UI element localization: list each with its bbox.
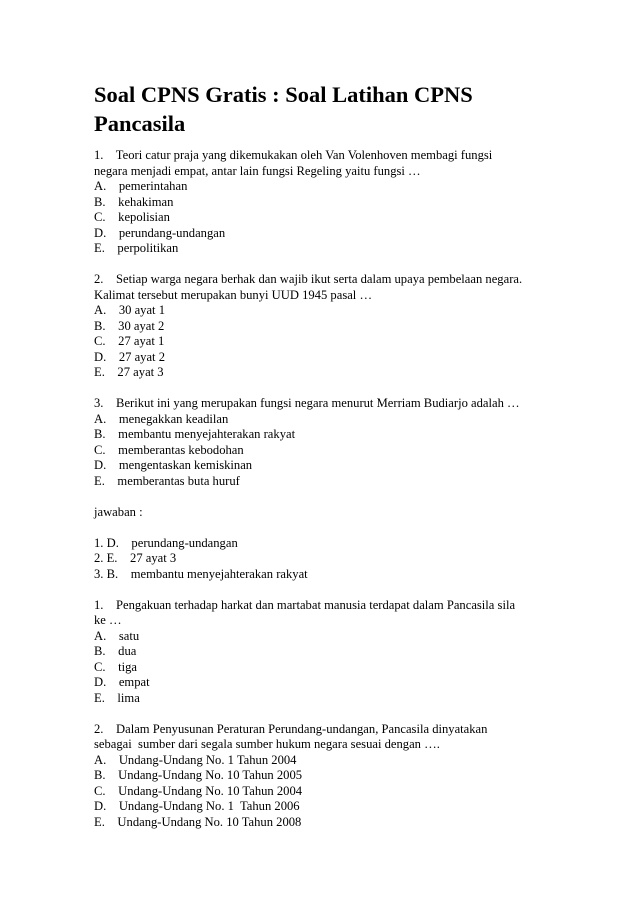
text-line: 1. Pengakuan terhadap harkat dan martabat manusia terdapat dalam Pancasila sila — [94, 597, 516, 612]
text-line: A. 30 ayat 1 — [94, 303, 165, 317]
text-line: A. satu — [94, 628, 140, 643]
title-line-1: Soal CPNS Gratis : Soal Latihan CPNS — [94, 82, 473, 107]
text-line: C. Undang-Undang No. 10 Tahun 2004 — [94, 783, 303, 798]
text-line: C. kepolisian — [94, 210, 170, 224]
text-line: B. dua — [94, 644, 137, 658]
text-line: D. Undang-Undang No. 1 Tahun 2006 — [94, 799, 300, 813]
text-line: E. perpolitikan — [94, 241, 179, 255]
paragraph-gap — [94, 489, 564, 505]
text-line: 2. Setiap warga negara berhak dan wajib ikut serta dalam upaya pembelaan negara. — [94, 272, 523, 286]
text-line: D. 27 ayat 2 — [94, 349, 165, 364]
text-section — [94, 598, 564, 707]
text-section — [94, 722, 564, 831]
paragraph-gap — [94, 257, 564, 273]
paragraph-gap — [94, 706, 564, 722]
text-line: 3. Berikut ini yang merupakan fungsi negara menurut Merriam Budiarjo adalah … — [94, 396, 520, 410]
text-line: A. menegakkan keadilan — [94, 411, 229, 426]
text-line: B. 30 ayat 2 — [94, 318, 165, 333]
text-line: 2. Dalam Penyusunan Peraturan Perundang-undangan, Pancasila dinyatakan — [94, 721, 488, 736]
document-body — [94, 148, 564, 830]
text-line: C. memberantas kebodohan — [94, 442, 244, 457]
text-line: B. kehakiman — [94, 194, 174, 209]
text-section — [94, 272, 564, 381]
text-line: D. mengentaskan kemiskinan — [94, 458, 253, 472]
document-page — [94, 80, 564, 830]
text-line: 1. D. perundang-undangan — [94, 535, 238, 550]
text-line: 3. B. membantu menyejahterakan rakyat — [94, 566, 308, 581]
text-line: C. tiga — [94, 659, 138, 674]
text-line: A. Undang-Undang No. 1 Tahun 2004 — [94, 752, 297, 767]
text-section — [94, 536, 564, 583]
text-section — [94, 505, 564, 521]
text-line: D. empat — [94, 675, 150, 689]
text-line: ke … — [94, 613, 122, 627]
paragraph-gap — [94, 520, 564, 536]
text-line: 1. Teori catur praja yang dikemukakan oleh Van Volenhoven membagi fungsi — [94, 148, 493, 162]
text-line: B. Undang-Undang No. 10 Tahun 2005 — [94, 768, 303, 782]
text-line: C. 27 ayat 1 — [94, 334, 165, 348]
text-line: D. perundang-undangan — [94, 225, 226, 240]
text-line: E. 27 ayat 3 — [94, 365, 164, 379]
document-title — [94, 80, 564, 138]
paragraph-gap — [94, 582, 564, 598]
text-line: negara menjadi empat, antar lain fungsi Regeling yaitu fungsi … — [94, 163, 421, 178]
text-line: sebagai sumber dari segala sumber hukum negara sesuai dengan …. — [94, 737, 440, 751]
text-line: Kalimat tersebut merupakan bunyi UUD 1945 pasal … — [94, 287, 373, 302]
text-line: A. pemerintahan — [94, 179, 188, 193]
text-line: E. memberantas buta huruf — [94, 473, 240, 488]
text-section — [94, 396, 564, 489]
text-section — [94, 148, 564, 257]
paragraph-gap — [94, 381, 564, 397]
text-line: 2. E. 27 ayat 3 — [94, 551, 177, 565]
title-line-2: Pancasila — [94, 111, 186, 136]
text-line: E. Undang-Undang No. 10 Tahun 2008 — [94, 814, 302, 829]
text-line: E. lima — [94, 690, 140, 705]
text-line: B. membantu menyejahterakan rakyat — [94, 427, 296, 441]
text-line: jawaban : — [94, 504, 143, 519]
